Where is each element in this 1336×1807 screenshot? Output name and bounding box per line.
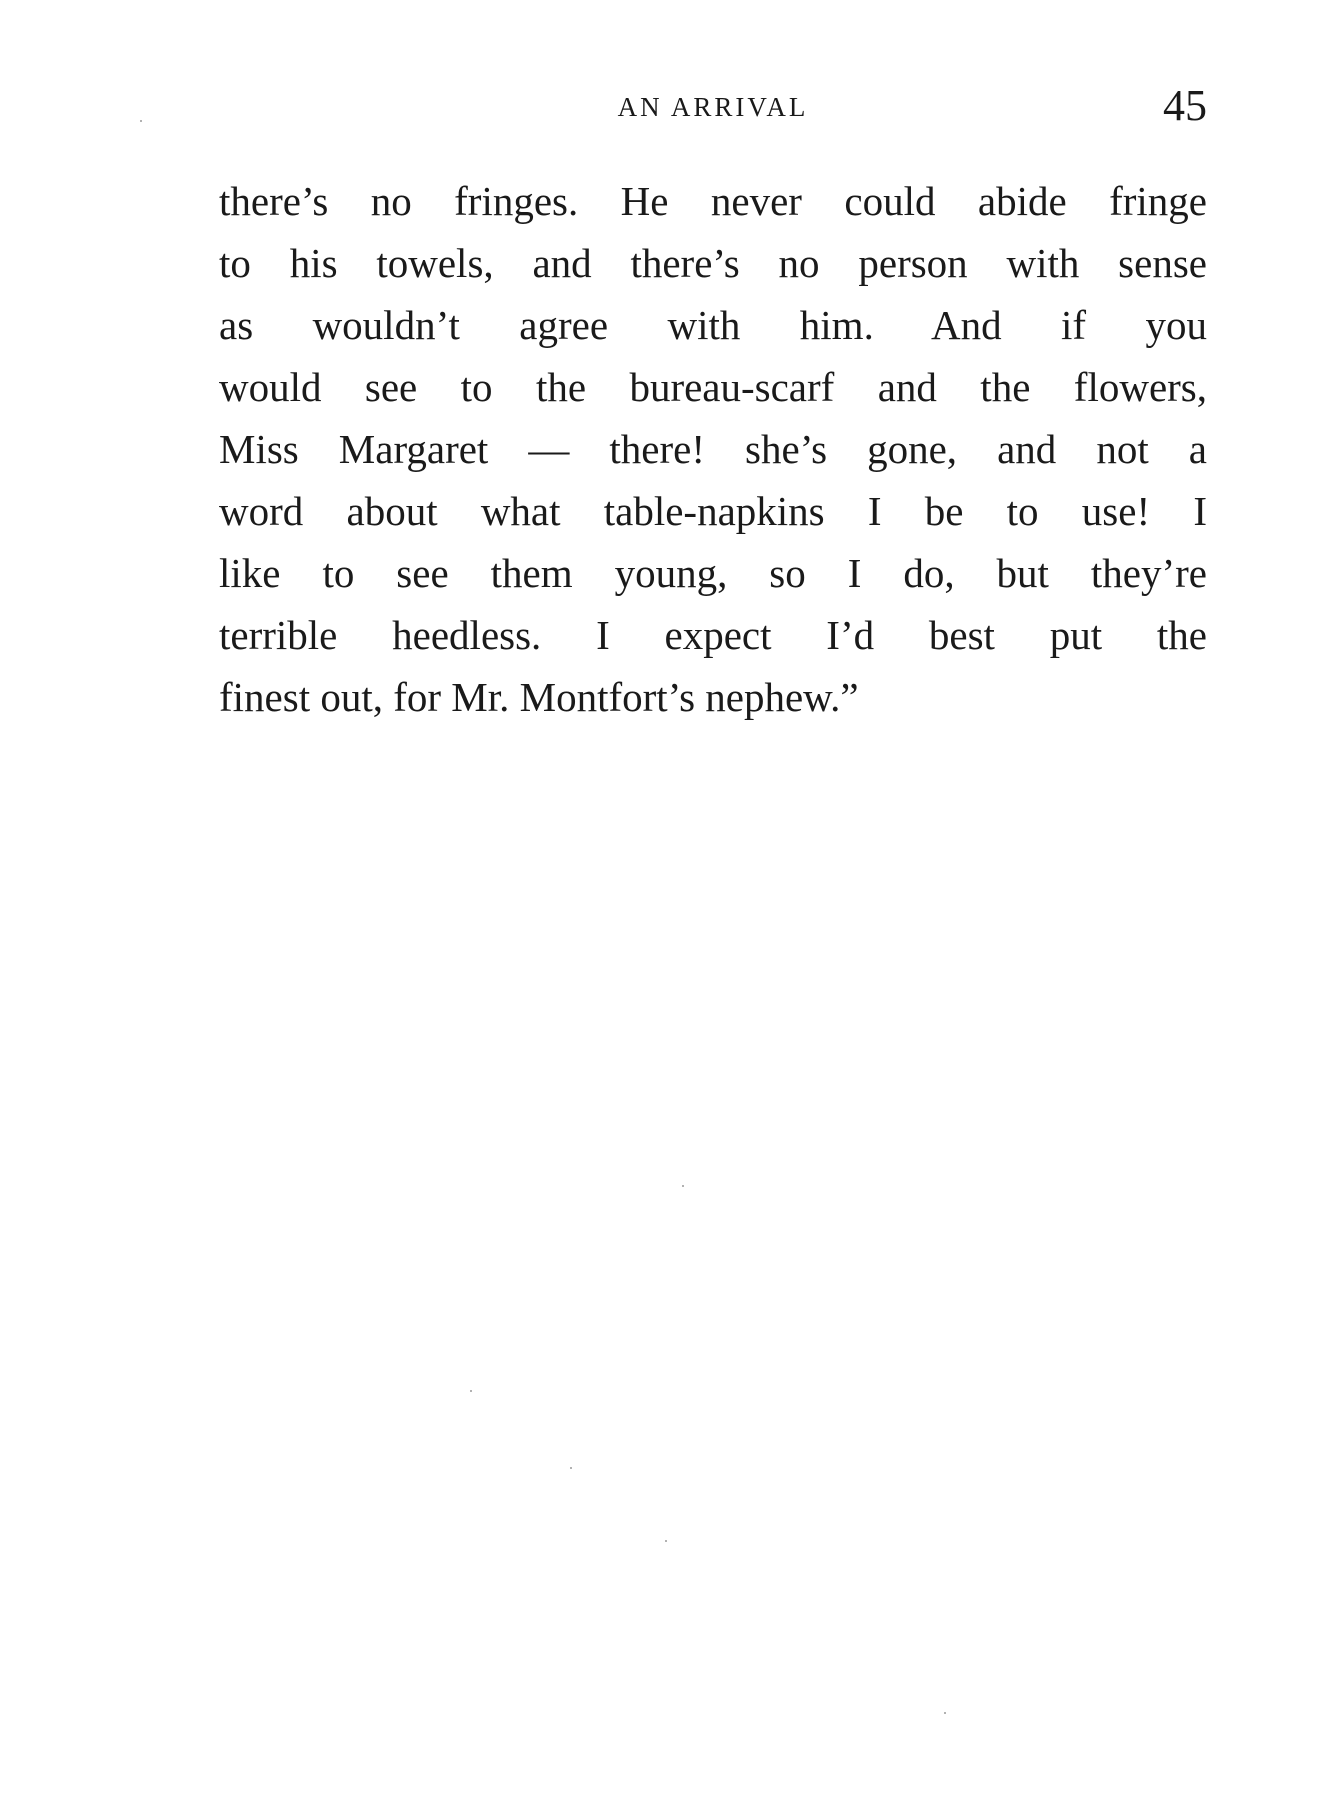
text-line: word about what table-napkins I be to use! I: [219, 488, 1207, 534]
text-line: would see to the bureau-scarf and the flowers,: [219, 364, 1207, 410]
running-head: [219, 82, 1207, 132]
scan-speck: [944, 1712, 946, 1714]
running-title: AN ARRIVAL: [617, 92, 809, 122]
scan-speck: [570, 1467, 572, 1469]
scan-speck: [682, 1185, 684, 1187]
body-text: [219, 170, 1207, 728]
text-line: finest out, for Mr. Montfort’s nephew.”: [219, 674, 859, 720]
text-line: terrible heedless. I expect I’d best put the: [219, 612, 1207, 658]
text-line: there’s no fringes. He never could abide fringe: [219, 178, 1207, 224]
text-line: as wouldn’t agree with him. And if you: [219, 302, 1207, 348]
scan-speck: [140, 120, 142, 122]
page-number: 45: [1163, 81, 1207, 130]
text-line: like to see them young, so I do, but they’re: [219, 550, 1207, 596]
text-line: Miss Margaret — there! she’s gone, and not a: [219, 426, 1207, 472]
scan-speck: [665, 1540, 667, 1542]
scan-speck: [470, 1390, 472, 1392]
text-line: to his towels, and there’s no person with sense: [219, 240, 1207, 286]
